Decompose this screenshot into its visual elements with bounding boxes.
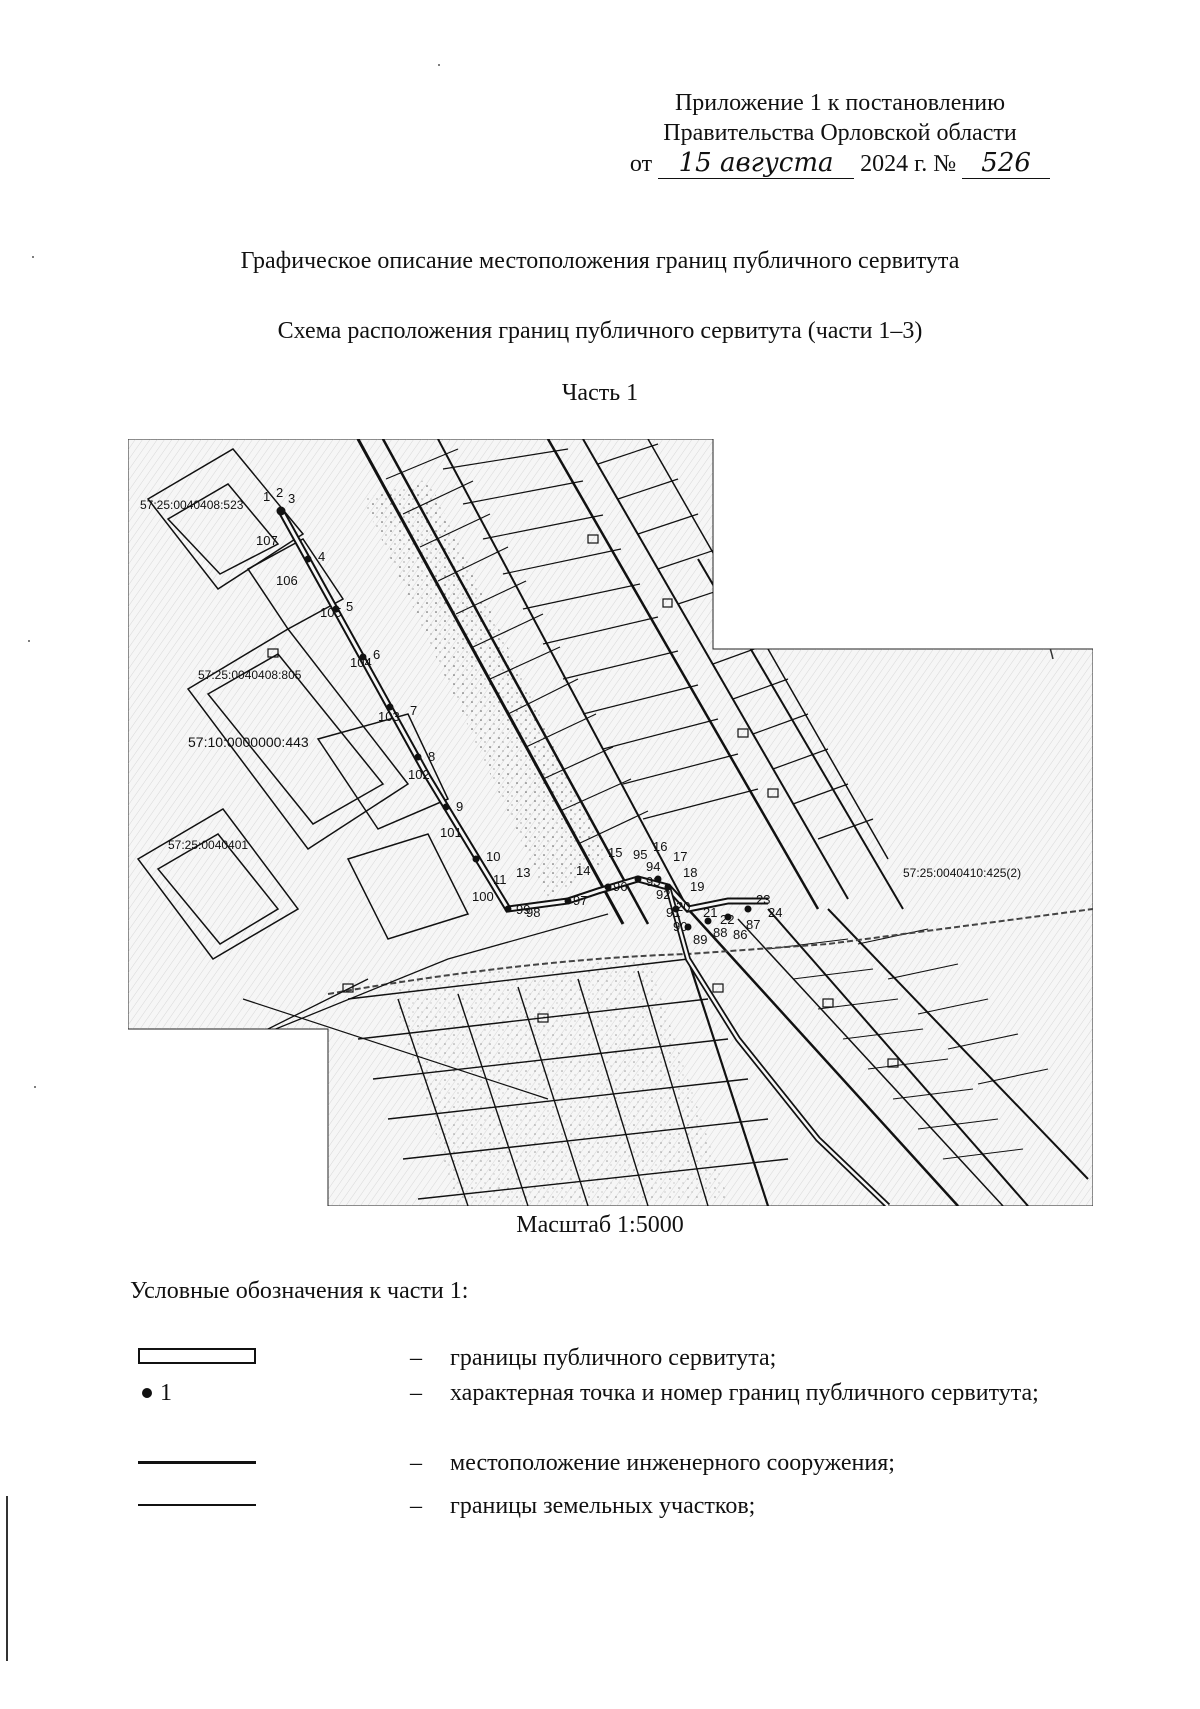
- legend-dash: –: [410, 1345, 422, 1371]
- point-dot-symbol: [130, 1378, 260, 1408]
- point-label: 92: [656, 887, 671, 902]
- part-label: Часть 1: [561, 380, 639, 406]
- header-line-3: [600, 148, 1080, 179]
- point-label: 14: [576, 863, 591, 878]
- legend-dash: –: [410, 1450, 422, 1476]
- point-label: 11: [493, 872, 507, 887]
- point-label: 18: [683, 865, 698, 880]
- point-label: 97: [573, 893, 588, 908]
- point-label: 107: [256, 533, 278, 548]
- scan-speck: [28, 640, 30, 642]
- point-label: 87: [746, 917, 761, 932]
- year-number-text: 2024 г. №: [860, 151, 957, 177]
- page-subtitle: Схема расположения границ публичного сервитута (части 1–3): [277, 318, 923, 344]
- map-scale: Масштаб 1:5000: [516, 1212, 684, 1238]
- point-label: 99: [516, 902, 531, 917]
- parcel-label: 57:25:0040401: [168, 838, 249, 852]
- legend-text: границы публичного сервитута;: [450, 1345, 777, 1371]
- header-line-1: Приложение 1 к постановлению: [674, 90, 1006, 116]
- point-label: 1: [263, 489, 271, 504]
- scan-speck: [32, 256, 34, 258]
- point-label: 106: [276, 573, 298, 588]
- point-label: 19: [690, 879, 705, 894]
- point-label: 10: [486, 849, 501, 864]
- point-label: 105: [320, 605, 342, 620]
- page-title: Графическое описание местоположения границ публичного сервитута: [240, 248, 960, 274]
- handwritten-date: 15 августа: [658, 148, 854, 179]
- point-label: 5: [346, 599, 354, 614]
- point-label: 101: [440, 825, 462, 840]
- point-label: 9: [456, 799, 464, 814]
- legend-dash: –: [410, 1493, 422, 1519]
- point-label: 94: [646, 859, 661, 874]
- legend-dash: –: [410, 1380, 422, 1406]
- point-label: 100: [472, 889, 494, 904]
- point-label: 88: [713, 925, 728, 940]
- point-label: 16: [653, 839, 668, 854]
- point-dot-icon: [142, 1388, 152, 1398]
- point-label: 21: [703, 905, 718, 920]
- header-line-2: Правительства Орловской области: [663, 120, 1017, 146]
- date-prefix: от: [629, 151, 653, 177]
- point-label: 95: [633, 847, 648, 862]
- thin-line-symbol: [130, 1491, 260, 1521]
- point-label: 24: [768, 905, 783, 920]
- point-label: 3: [288, 491, 296, 506]
- point-label: 103: [378, 709, 400, 724]
- scan-margin-line: [6, 1496, 8, 1661]
- point-label: 20: [676, 899, 691, 914]
- point-label: 98: [526, 905, 541, 920]
- point-label: 96: [613, 879, 628, 894]
- point-label: 2: [276, 485, 284, 500]
- legend-title: Условные обозначения к части 1:: [130, 1278, 469, 1304]
- handwritten-number: 526: [962, 148, 1050, 179]
- thick-line-symbol: [130, 1448, 260, 1478]
- point-label: 22: [720, 912, 735, 927]
- legend-text: характерная точка и номер границ публичного сервитута;: [450, 1380, 1039, 1406]
- parcel-label: 57:10:0000000:443: [188, 734, 309, 750]
- point-label: 104: [350, 655, 372, 670]
- boundary-rectangle-symbol: [130, 1343, 260, 1373]
- point-label: 7: [410, 703, 418, 718]
- point-label: 8: [428, 749, 436, 764]
- point-label: 93: [646, 874, 661, 889]
- point-label: 15: [608, 845, 623, 860]
- point-label: 4: [318, 549, 326, 564]
- point-label: 13: [516, 865, 531, 880]
- legend-text: местоположение инженерного сооружения;: [450, 1450, 895, 1476]
- parcel-label: 57:25:0040408:523: [140, 498, 244, 512]
- point-label: 90: [673, 919, 688, 934]
- legend-item: [130, 1378, 1080, 1440]
- legend-text: границы земельных участков;: [450, 1493, 756, 1519]
- point-label: 17: [673, 849, 688, 864]
- scan-speck: [34, 1086, 36, 1088]
- point-label: 91: [666, 905, 681, 920]
- legend-point-label: 1: [160, 1380, 172, 1406]
- parcel-label: 57:25:0040408:805: [198, 668, 302, 682]
- point-label: 6: [373, 647, 381, 662]
- point-label: 89: [693, 932, 708, 947]
- scan-speck: [438, 64, 440, 66]
- point-label: 23: [756, 892, 771, 907]
- point-label: 102: [408, 767, 430, 782]
- parcel-label: 57:25:0040410:425(2): [903, 866, 1022, 880]
- cadastral-map: [128, 439, 1093, 1206]
- point-label: 86: [733, 927, 748, 942]
